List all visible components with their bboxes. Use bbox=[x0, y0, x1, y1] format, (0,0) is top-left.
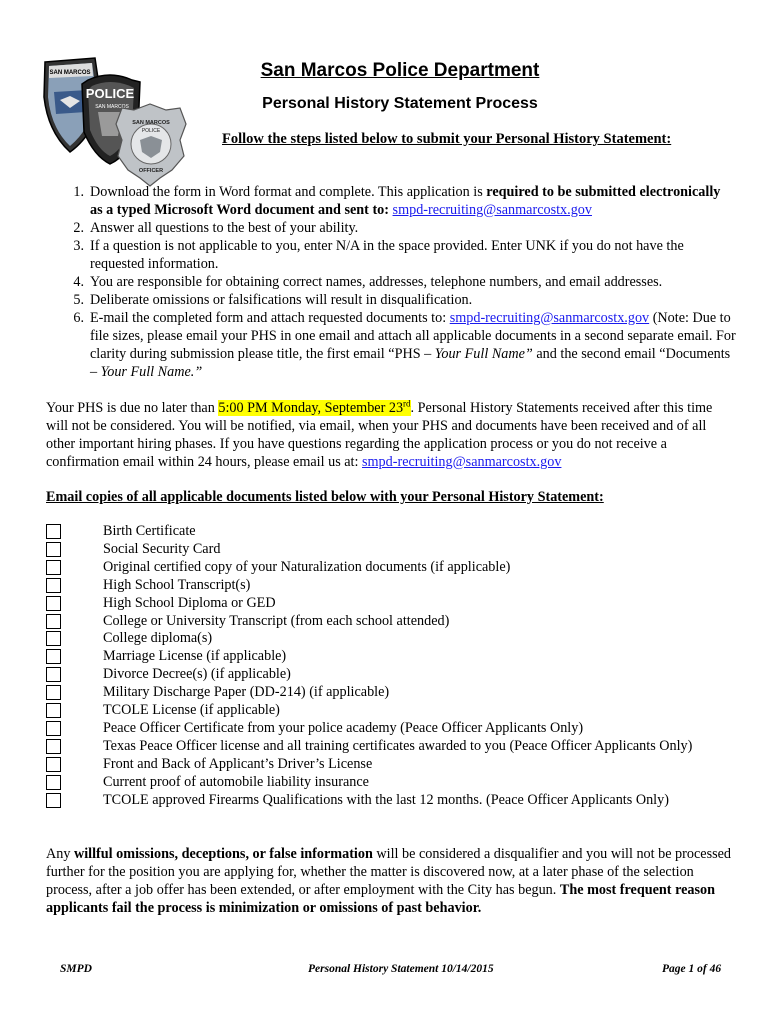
step-item: 3. If a question is not applicable to you, enter N/A in the space provided. Enter UNK if you do not have the requested information. bbox=[73, 238, 684, 272]
list-item: Current proof of automobile liability insurance bbox=[46, 774, 736, 792]
checkbox[interactable] bbox=[46, 596, 61, 611]
recruiting-email-link[interactable]: smpd-recruiting@sanmarcostx.gov bbox=[449, 310, 650, 326]
checkbox[interactable] bbox=[46, 793, 61, 808]
instruction-heading: Follow the steps listed below to submit your Personal History Statement: bbox=[222, 131, 672, 147]
checkbox[interactable] bbox=[46, 757, 61, 772]
documents-heading: Email copies of all applicable documents listed below with your Personal History Statement: bbox=[46, 489, 604, 505]
page-subtitle: Personal History Statement Process bbox=[262, 95, 538, 112]
checkbox[interactable] bbox=[46, 614, 61, 629]
list-item: Front and Back of Applicant’s Driver’s License bbox=[46, 756, 736, 774]
list-item: College or University Transcript (from each school attended) bbox=[46, 613, 736, 631]
svg-text:SAN MARCOS: SAN MARCOS bbox=[49, 70, 91, 76]
checkbox[interactable] bbox=[46, 560, 61, 575]
checkbox[interactable] bbox=[46, 631, 61, 646]
page-title: San Marcos Police Department bbox=[260, 60, 540, 81]
step-item: 5. Deliberate omissions or falsifications will result in disqualification. bbox=[73, 292, 473, 308]
svg-text:POLICE: POLICE bbox=[141, 128, 161, 134]
list-item: High School Transcript(s) bbox=[46, 577, 736, 595]
footer-doc-title: Personal History Statement 10/14/2015 bbox=[308, 963, 494, 975]
checkbox[interactable] bbox=[46, 524, 61, 539]
list-item: Divorce Decree(s) (if applicable) bbox=[46, 666, 736, 684]
checkbox[interactable] bbox=[46, 667, 61, 682]
list-item: TCOLE License (if applicable) bbox=[46, 702, 736, 720]
checkbox[interactable] bbox=[46, 775, 61, 790]
list-item: Social Security Card bbox=[46, 541, 736, 559]
footer-org: SMPD bbox=[60, 963, 92, 975]
list-item: Military Discharge Paper (DD-214) (if applicable) bbox=[46, 684, 736, 702]
checkbox[interactable] bbox=[46, 721, 61, 736]
recruiting-email-link[interactable]: smpd-recruiting@sanmarcostx.gov bbox=[362, 454, 562, 470]
list-item: Peace Officer Certificate from your police academy (Peace Officer Applicants Only) bbox=[46, 720, 736, 738]
list-item: TCOLE approved Firearms Qualifications with the last 12 months. (Peace Officer Applicants Only) bbox=[46, 792, 736, 810]
officer-badge-icon bbox=[116, 104, 186, 186]
checkbox[interactable] bbox=[46, 542, 61, 557]
step-item: 4. You are responsible for obtaining correct names, addresses, telephone numbers, and email addresses. bbox=[73, 274, 663, 290]
list-item: Birth Certificate bbox=[46, 523, 736, 541]
svg-text:OFFICER: OFFICER bbox=[138, 168, 164, 174]
list-item: Marriage License (if applicable) bbox=[46, 648, 736, 666]
recruiting-email-link[interactable]: smpd-recruiting@sanmarcostx.gov bbox=[392, 202, 592, 218]
due-date-paragraph: Your PHS is due no later than 5:00 PM Monday, September 23rd. Personal History Statements received after this time will not be considered. You will be notified, via email, when your PHS and documents have been received and of all other important hiring phases. If you have questions regarding the application process or you do not receive a confirmation email within 24 hours, please email us at: smpd-recruiting@sanmarcostx.gov bbox=[46, 398, 713, 470]
checkbox[interactable] bbox=[46, 703, 61, 718]
svg-text:POLICE: POLICE bbox=[85, 86, 135, 101]
checkbox[interactable] bbox=[46, 739, 61, 754]
list-item: High School Diploma or GED bbox=[46, 595, 736, 613]
svg-text:SAN MARCOS: SAN MARCOS bbox=[132, 120, 170, 126]
svg-text:SAN MARCOS: SAN MARCOS bbox=[95, 104, 129, 110]
warning-paragraph: Any willful omissions, deceptions, or false information will be considered a disqualifier and you will not be processed further for the position you are applying for, whether the matter is discovered now, at a later phase of the selection process, after a job offer has been extended, or after employment with the City has begun. The most frequent reason applicants fail the process is minimization or omissions of past behavior. bbox=[46, 846, 731, 916]
steps-list bbox=[46, 183, 736, 381]
list-item: Texas Peace Officer license and all training certificates awarded to you (Peace Officer Applicants Only) bbox=[46, 738, 736, 756]
due-date-highlight: 5:00 PM Monday, September 23rd bbox=[218, 398, 411, 416]
footer-page-number: Page 1 of 46 bbox=[662, 963, 722, 975]
checkbox[interactable] bbox=[46, 685, 61, 700]
step-item: 6. E-mail the completed form and attach requested documents to: smpd-recruiting@sanmarcostx.gov (Note: Due to file sizes, please email your PHS in one email and attach all applicable documents in a second separate email. For clarity during submission please title, the first email “PHS – Your Full Name” and the second email “Documents – Your Full Name.” bbox=[73, 310, 736, 380]
step-item: 1. Download the form in Word format and complete. This application is required to be submitted electronically as a typed Microsoft Word document and sent to: smpd-recruiting@sanmarcostx.gov bbox=[73, 184, 721, 218]
step-item: 2. Answer all questions to the best of your ability. bbox=[73, 220, 359, 236]
list-item: Original certified copy of your Naturalization documents (if applicable) bbox=[46, 559, 736, 577]
checkbox[interactable] bbox=[46, 578, 61, 593]
checkbox[interactable] bbox=[46, 649, 61, 664]
list-item: College diploma(s) bbox=[46, 630, 736, 648]
documents-checklist bbox=[46, 523, 736, 810]
